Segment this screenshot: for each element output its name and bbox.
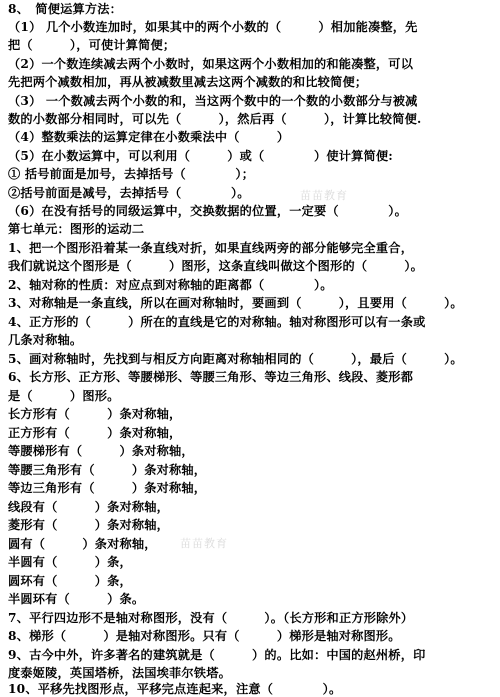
text-line: 8、梯形（ ）是轴对称图形。只有（ ）梯形是轴对称图形。 <box>8 629 401 643</box>
text-line: 3、对称轴是一条直线，所以在画对称轴时，要画到（ ），且要用（ ）。 <box>8 296 463 310</box>
text-line: 半圆有（ ）条， <box>8 555 132 569</box>
text-line: （1） 几个小数连加时，如果其中的两个小数的（ ）相加能凑整，先 <box>8 20 418 34</box>
text-line: 圆有（ ）条对称轴， <box>8 537 157 551</box>
text-line: 8、 简便运算方法： <box>8 2 123 16</box>
text-line: 正方形有（ ）条对称轴， <box>8 426 182 440</box>
text-line: （6）在没有括号的同级运算中，交换数据的位置，一定要（ ）。 <box>8 204 407 218</box>
text-line: 菱形有（ ）条对称轴， <box>8 518 170 532</box>
text-line: 等腰三角形有（ ）条对称轴， <box>8 463 207 477</box>
watermark: 苗苗教育 <box>180 537 228 550</box>
text-line: （2）一个数连续减去两个小数时，如果这两个小数相加的和能凑整，可以 <box>8 57 414 71</box>
text-line: 先把两个减数相加，再从被减数里减去这两个减数的和比较简便； <box>8 75 368 89</box>
text-line: 我们就说这个图形是（ ）图形，这条直线叫做这个图形的（ ）。 <box>8 259 424 273</box>
text-line: （5）在小数运算中，可以利用（ ）或（ ）使计算简便: <box>8 149 394 163</box>
section-heading: 第七单元：图形的运动二 <box>8 222 145 236</box>
text-line: 7、平行四边形不是轴对称图形，没有（ ）。（长方形和正方形除外） <box>8 611 414 625</box>
text-line: 圆环有（ ）条， <box>8 574 132 588</box>
text-line: 长方形有（ ）条对称轴， <box>8 407 182 421</box>
text-line: 1、把一个图形沿着某一条直线对折，如果直线两旁的部分能够完全重合， <box>8 241 414 255</box>
text-line: ① 括号前面是加号，去掉括号（ ）； <box>8 167 255 181</box>
text-line: 数的小数部分相同时，可以先（ ），然后再（ ），计算比较简便. <box>8 112 422 126</box>
text-line: 把（ ），可使计算简便； <box>8 38 176 52</box>
text-line: 度泰姬陵，英国塔桥，法国埃菲尔铁塔。 <box>8 666 231 680</box>
text-line: 4、正方形的（ ）所在的直线是它的对称轴。轴对称图形可以有一条或 <box>8 315 426 329</box>
text-line: 10、平移先找图形点，平移完点连起来，注意（ ）。 <box>8 682 342 696</box>
text-line: （4）整数乘法的运算定律在小数乘法中（ ） <box>8 130 290 144</box>
text-line: （3） 一个数减去两个小数的和，当这两个数中的一个数的小数部分与被减 <box>8 94 418 108</box>
watermark: 苗苗教育 <box>300 189 348 202</box>
text-line: 2、轴对称的性质：对应点到对称轴的距离都（ ）。 <box>8 278 333 292</box>
text-line: 6、长方形、正方形、等腰梯形、等腰三角形、等边三角形、线段、菱形都 <box>8 370 414 384</box>
text-line: 几条对称轴。 <box>8 333 83 347</box>
text-line: 5、画对称轴时，先找到与相反方向距离对称轴相同的（ ），最后（ ）。 <box>8 352 463 366</box>
text-line: 等腰梯形有（ ）条对称轴， <box>8 444 194 458</box>
text-line: 线段有（ ）条对称轴， <box>8 500 170 514</box>
text-line: 9、古今中外，许多著名的建筑就是（ ）的。比如：中国的赵州桥，印 <box>8 648 426 662</box>
text-line: 是（ ）图形。 <box>8 389 120 403</box>
text-line: 半圆环有（ ）条。 <box>8 592 145 606</box>
text-line: ②括号前面是减号，去掉括号（ ）。 <box>8 186 250 200</box>
text-line: 等边三角形有（ ）条对称轴， <box>8 481 207 495</box>
